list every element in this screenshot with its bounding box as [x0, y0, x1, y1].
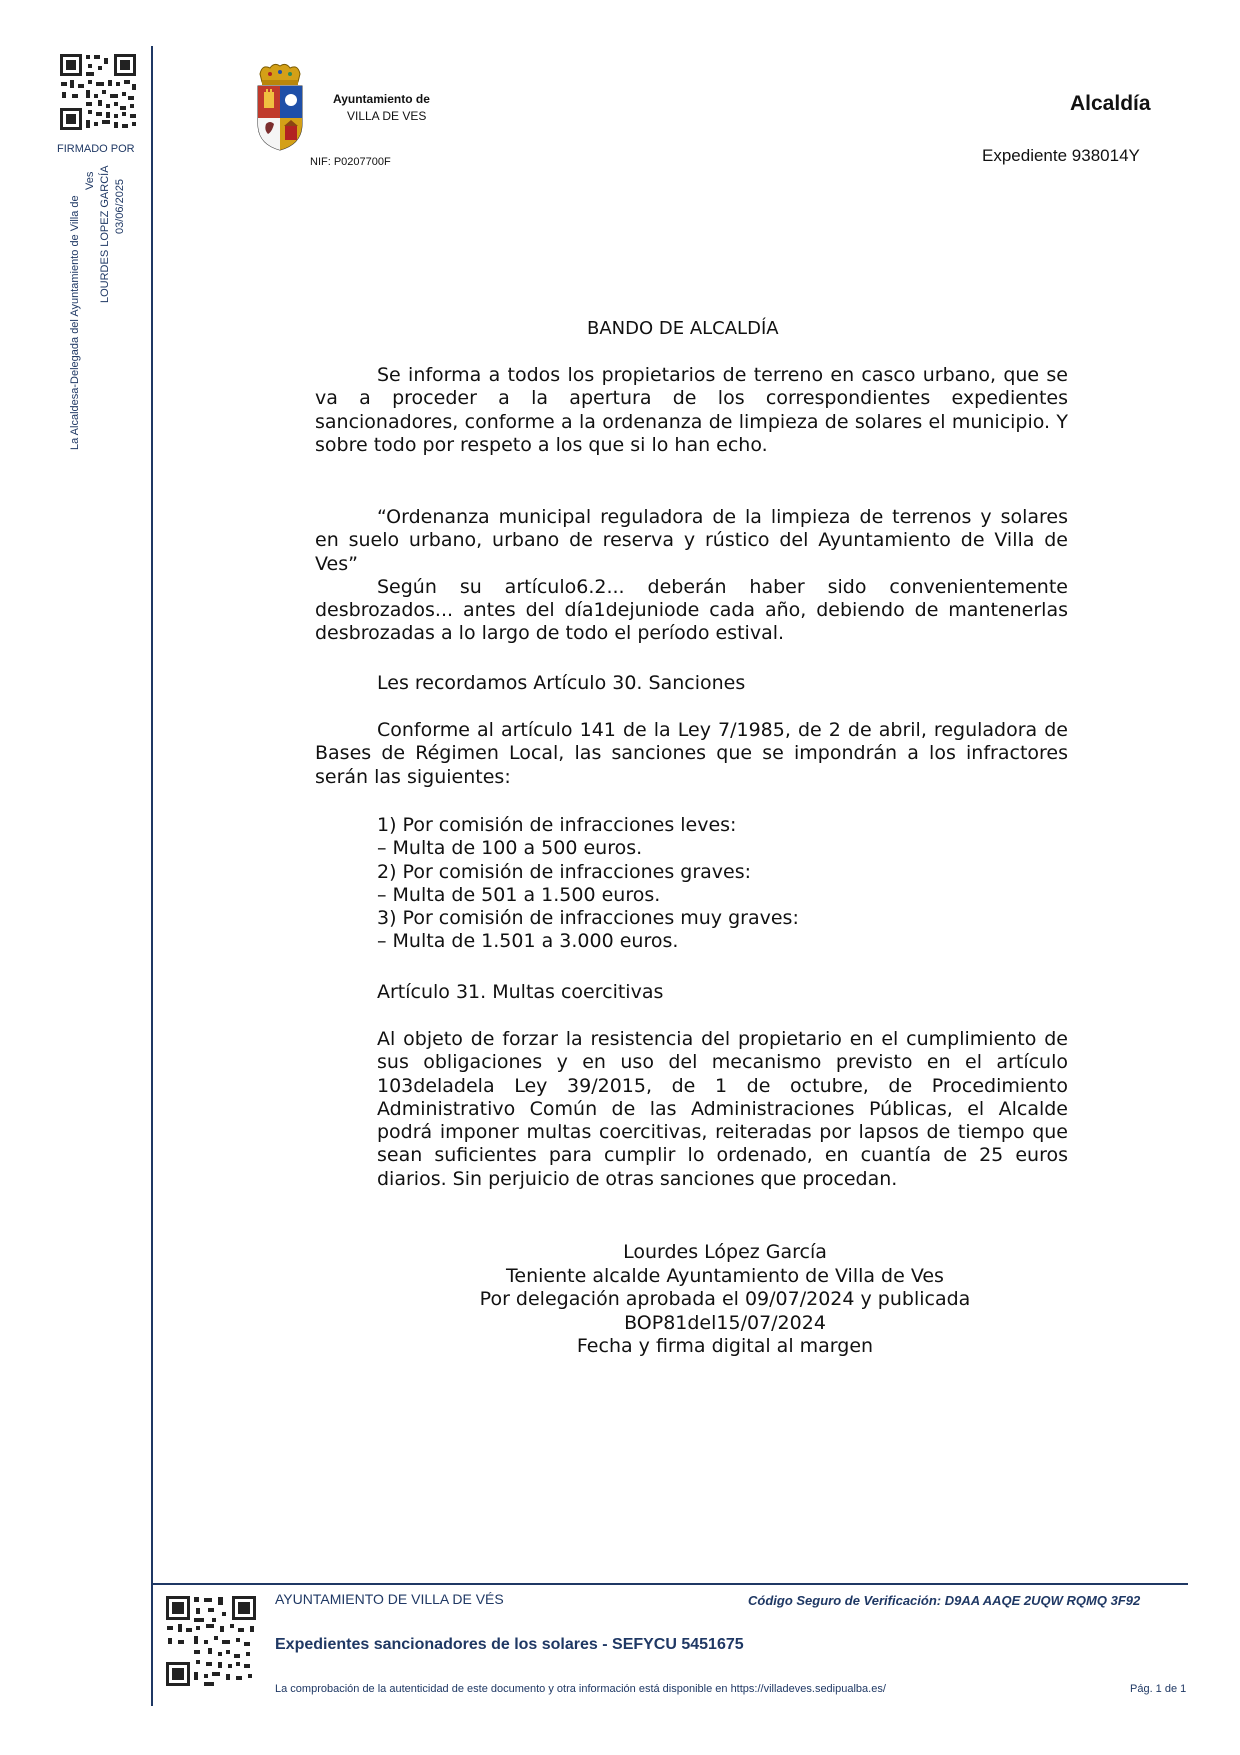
file-number: Expediente 938014Y	[982, 146, 1140, 165]
bop-reference: BOP81del15/07/2024	[624, 1311, 826, 1334]
signed-by-label: FIRMADO POR	[57, 143, 135, 155]
signature-qr-code	[58, 52, 138, 132]
footer-subject: Expedientes sancionadores de los solares - SEFYCU 5451675	[275, 1636, 744, 1653]
list-item: 1) Por comisión de infracciones leves:	[377, 814, 737, 836]
list-item: 2) Por comisión de infracciones graves:	[377, 860, 752, 883]
department-title: Alcaldía	[1070, 92, 1151, 115]
verification-code: Código Seguro de Verificación: D9AA AAQE 2UQW RQMQ 3F92	[748, 1593, 1141, 1608]
signature-block	[430, 1241, 1020, 1359]
list-item: – Multa de 1.501 a 3.000 euros.	[377, 930, 679, 953]
paragraph-1: Se informa a todos los propietarios de terreno en casco urbano, que se va a proceder a la apertura de los correspondientes expedientes sancionadores, conforme a la ordenanza de limpieza de solares el municipio. Y sobre todo por respeto a los que si lo han echo.	[315, 364, 1068, 456]
digital-signature-note: Fecha y firma digital al margen	[576, 1335, 874, 1357]
paragraph-law-text: Conforme al artículo 141 de la Ley 7/1985, de 2 de abril, reguladora de Bases de Régimen Local, las sanciones que se impondrán a los infractores serán las siguientes:	[315, 719, 1068, 788]
signature-line-1: La Alcaldesa-Delegada del Ayuntamiento de Villa de	[69, 195, 81, 450]
sanctions-list	[377, 814, 1068, 954]
signature-line-2: Ves	[84, 171, 96, 190]
footer-rule	[151, 1583, 1188, 1585]
signatory-role: Teniente alcalde Ayuntamiento de Villa de Ves	[506, 1264, 944, 1287]
article-30-heading: Les recordamos Artículo 30. Sanciones	[377, 672, 746, 694]
left-margin-rule	[151, 46, 153, 1706]
signatory-name: Lourdes López García	[623, 1241, 827, 1263]
paragraph-law	[315, 719, 1068, 789]
org-name-line-1: Ayuntamiento de	[333, 92, 430, 106]
footer-org: AYUNTAMIENTO DE VILLA DE VÉS	[275, 1591, 504, 1607]
signature-line-4: 03/06/2025	[114, 178, 126, 234]
page-number: Pág. 1 de 1	[1130, 1683, 1187, 1695]
nif: NIF: P0207700F	[310, 156, 391, 168]
paragraph-reminder	[315, 672, 1068, 695]
paragraph-notice	[315, 364, 1068, 457]
paragraph-coercive-fines: Al objeto de forzar la resistencia del propietario en el cumplimiento de sus obligaciones y en uso del mecanismo previsto en el artículo 103deladela Ley 39/2015, de 1 de octubre, de Procedimiento Administrativo Común de las Administraciones Públicas, el Alcalde podrá imponer multas coercitivas, reiteradas por lapsos de tiempo que sean suficientes para cumplir lo ordenado, en cuantía de 25 euros diarios. Sin perjuicio de otras sanciones que procedan.	[377, 1028, 1068, 1190]
org-name-line-2: VILLA DE VES	[347, 109, 427, 123]
list-item: 3) Por comisión de infracciones muy graves:	[377, 907, 799, 930]
verification-qr-code	[164, 1594, 258, 1688]
verification-note: La comprobación de la autenticidad de este documento y otra información está disponible en https://villadeves.sedipualba.es/	[275, 1683, 886, 1695]
list-item: – Multa de 501 a 1.500 euros.	[377, 883, 661, 906]
coat-of-arms-icon	[254, 62, 306, 156]
ordinance-title: “Ordenanza municipal reguladora de la limpieza de terrenos y solares en suelo urbano, urbano de reserva y rústico del Ayuntamiento de Villa de Ves”	[315, 506, 1068, 575]
paragraph-article-6-2: Según su artículo6.2... deberán haber sido convenientemente desbrozados... antes del día1dejuniode cada año, debiendo de mantenerlas desbrozadas a lo largo de todo el período estival.	[315, 575, 1068, 645]
signature-line-3: LOURDES LOPEZ GARCÍA	[99, 165, 111, 303]
list-item: – Multa de 100 a 500 euros.	[377, 837, 643, 860]
paragraph-ordinance	[315, 506, 1068, 646]
article-31-heading: Artículo 31. Multas coercitivas	[377, 981, 664, 1003]
document-title: BANDO DE ALCALDÍA	[587, 318, 779, 339]
delegation-note: Por delegación aprobada el 09/07/2024 y publicada	[479, 1288, 971, 1310]
